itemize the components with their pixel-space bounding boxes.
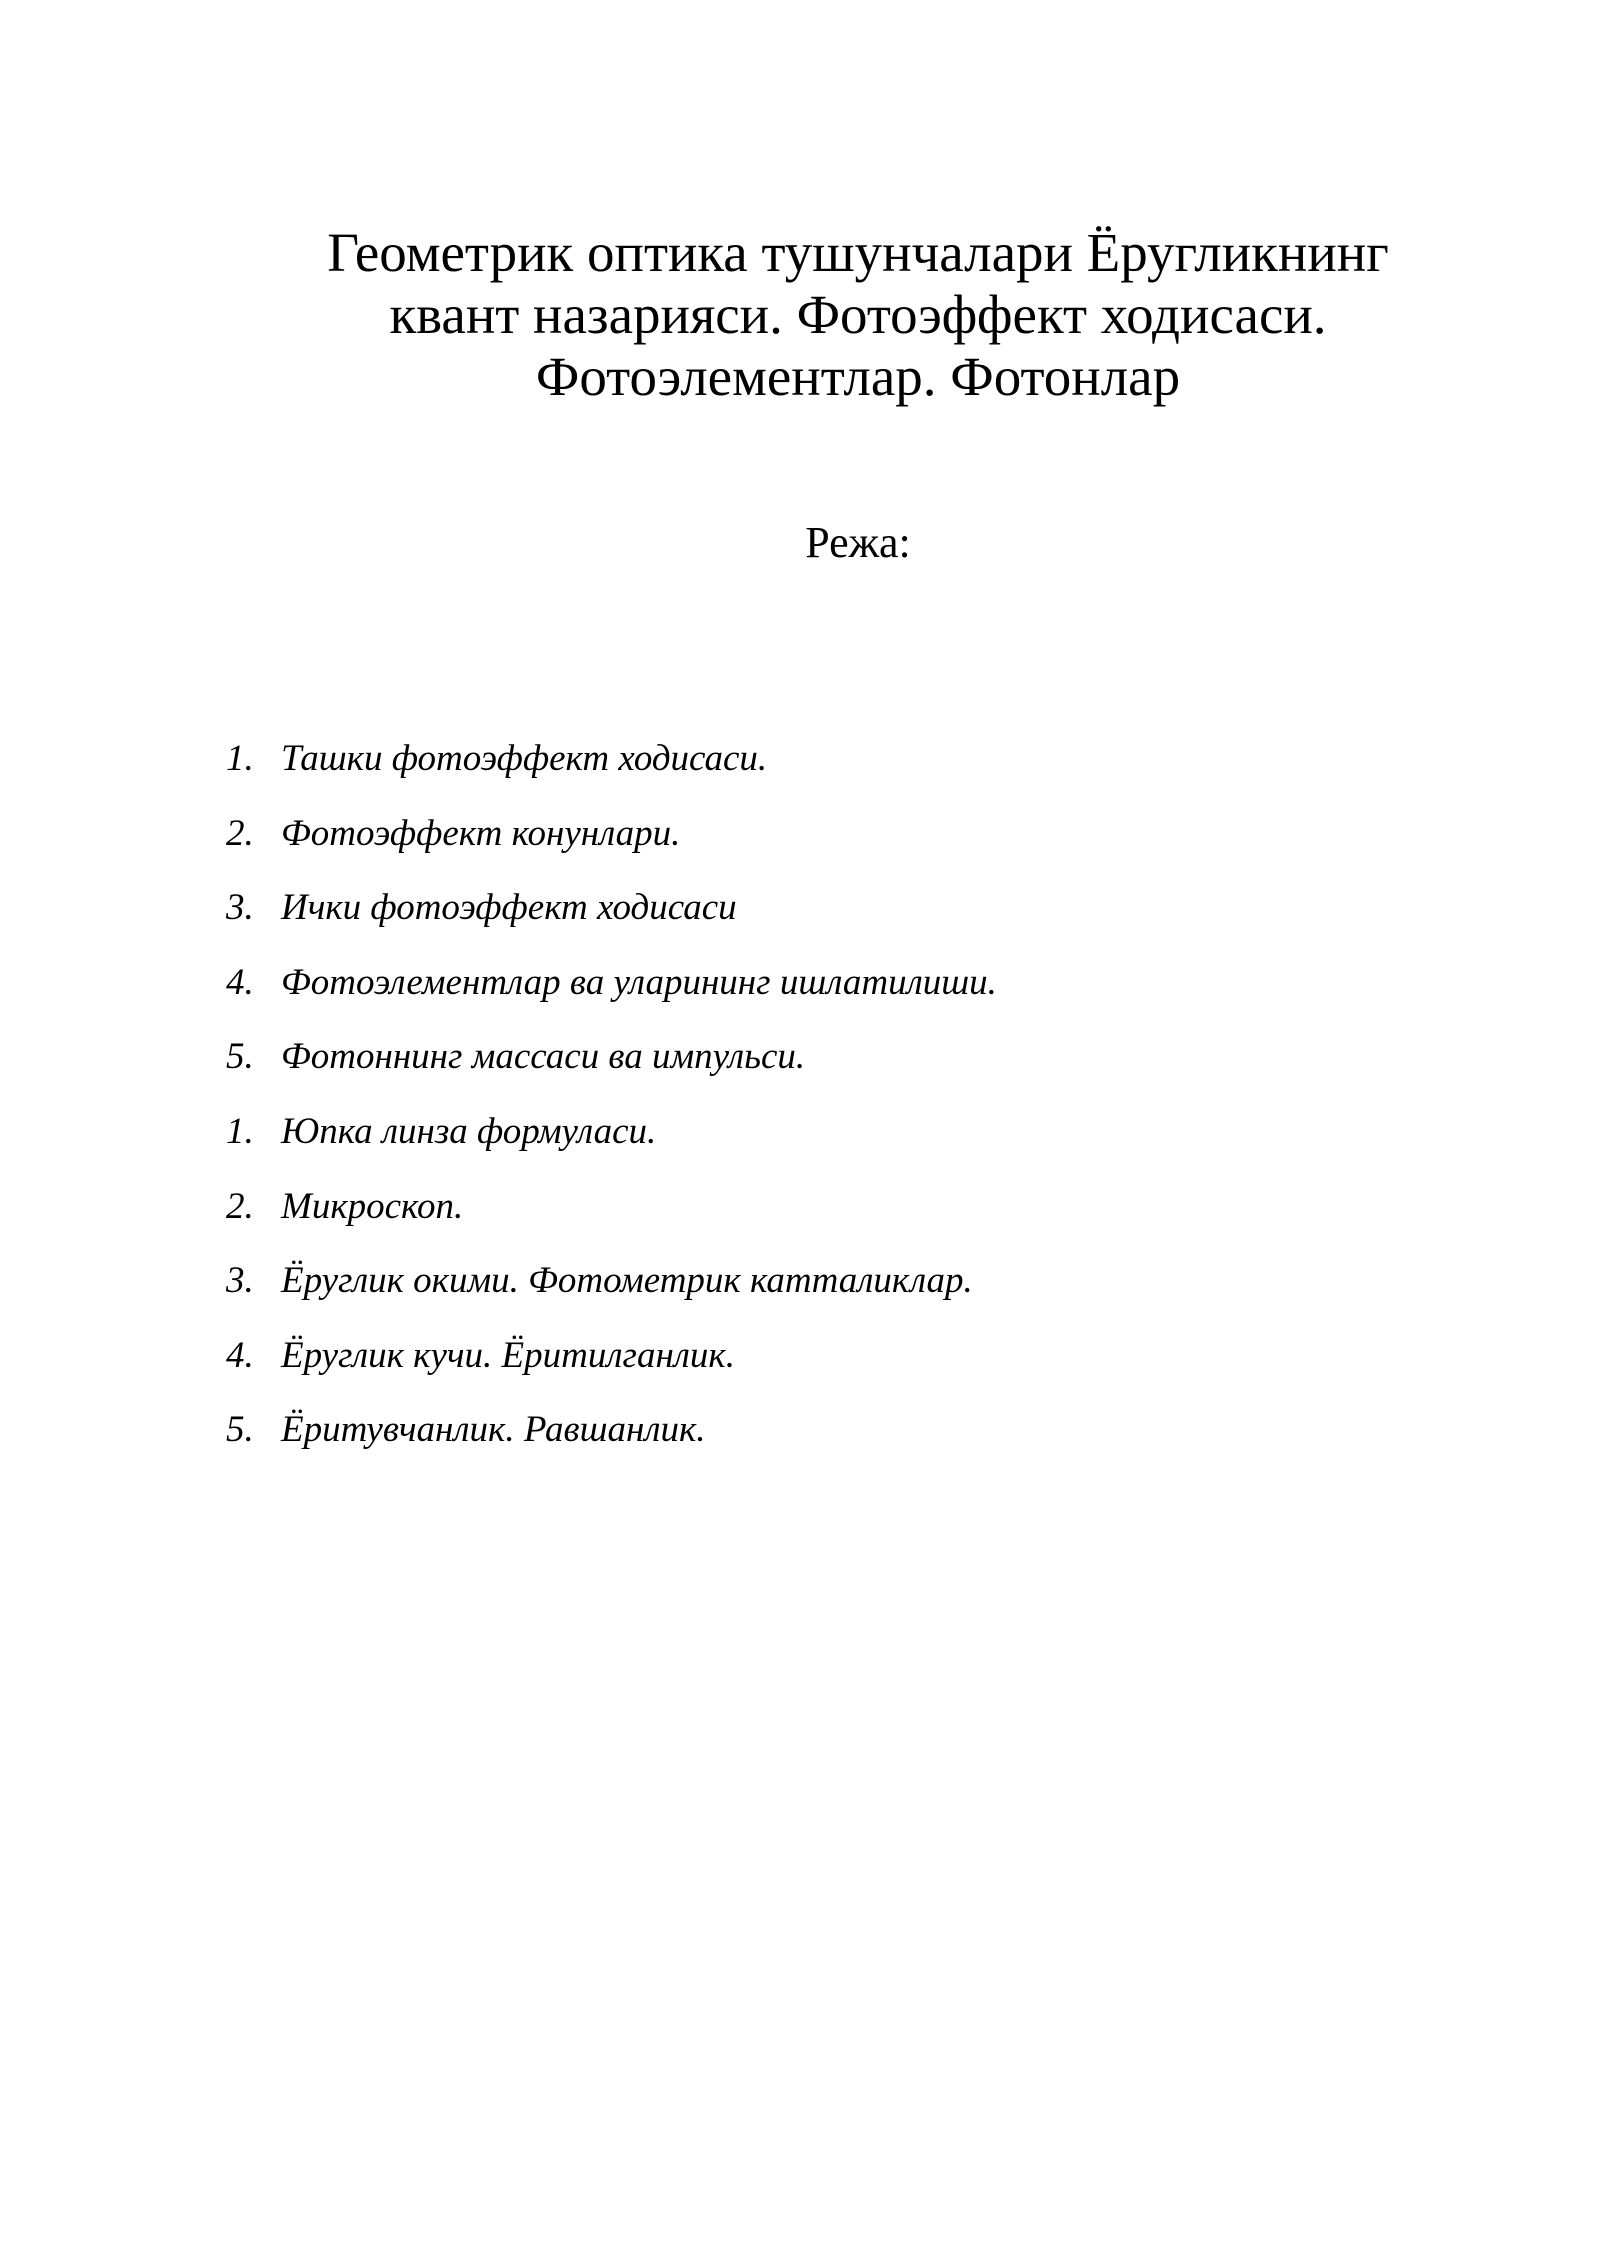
outline-item [226, 1260, 997, 1302]
outline-item-number: 5. [226, 1409, 254, 1451]
outline-item-number: 2. [226, 1185, 254, 1227]
outline-item-text: Микроскоп. [281, 1185, 464, 1227]
outline-item-number: 4. [226, 1334, 254, 1376]
outline-item [226, 813, 997, 855]
outline-item-number: 4. [226, 961, 254, 1003]
outline-item [226, 1111, 997, 1153]
outline-item [226, 1036, 997, 1078]
outline-item-text: Ёритувчанлик. Равшанлик. [281, 1409, 706, 1451]
title-line: Геометрик оптика тушунчалари Ёругликнинг [327, 222, 1389, 283]
outline-item-text: Ташки фотоэффект ходисаси. [281, 738, 768, 779]
outline-item [226, 1335, 997, 1377]
outline-item-text: Юпка линза формуласи. [281, 1110, 657, 1152]
outline-item-number: 1. [226, 1110, 254, 1152]
outline-item-number: 5. [226, 1036, 254, 1078]
outline-item-text: Ёруглик окими. Фотометрик катталиклар. [281, 1260, 973, 1302]
outline-item-number: 2. [226, 812, 254, 854]
title-line: квант назарияси. Фотоэффект ходисаси. [389, 284, 1327, 346]
outline-item-number: 1. [226, 738, 254, 779]
outline-item-text: Фотоннинг массаси ва импульси. [281, 1036, 806, 1078]
outline-item-text: Ёруглик кучи. Ёритилганлик. [281, 1334, 735, 1376]
plan-outline-list [226, 738, 997, 1484]
outline-item [226, 1409, 997, 1451]
outline-item [226, 887, 997, 929]
outline-item-number: 3. [226, 887, 254, 929]
outline-item-number: 3. [226, 1260, 254, 1302]
outline-item [226, 962, 997, 1004]
document-title [228, 222, 1488, 408]
outline-item-text: Ички фотоэффект ходисаси [281, 887, 737, 929]
outline-item [226, 738, 997, 780]
outline-item-text: Фотоэффект конунлари. [281, 812, 681, 854]
outline-item [226, 1186, 997, 1228]
title-line: Фотоэлементлар. Фотонлар [535, 346, 1181, 408]
outline-item-text: Фотоэлементлар ва уларининг ишлатилиши. [281, 961, 997, 1003]
plan-heading: Режа: [805, 518, 911, 567]
